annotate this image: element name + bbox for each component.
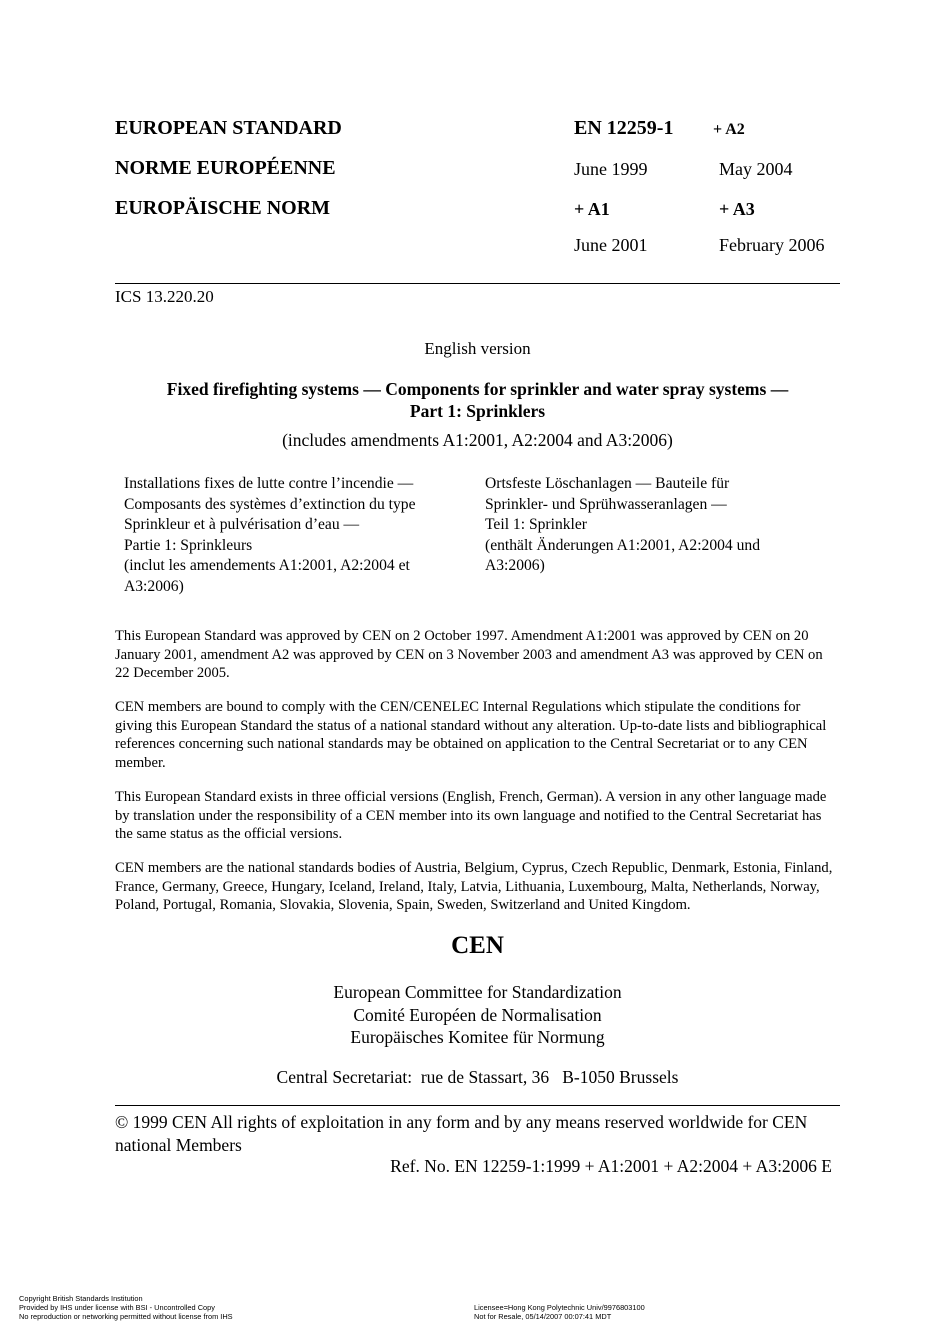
central-secretariat: Central Secretariat: rue de Stassart, 36 B-1050 Brussels (276, 1067, 679, 1087)
document-title (115, 378, 840, 422)
base-date: June 1999 (574, 159, 648, 179)
french-title-line: (inclut les amendements A1:2001, A2:2004 et (124, 557, 410, 574)
ics-code: ICS 13.220.20 (115, 287, 214, 306)
version-label: English version (424, 339, 531, 358)
french-title-line: Sprinkleur et à pulvérisation d’eau — (124, 516, 360, 533)
copyright-notice: © 1999 CEN All rights of exploitation in any form and by any means reserved worldwide for CEN national Members (115, 1112, 808, 1155)
reference-number: Ref. No. EN 12259-1:1999 + A1:2001 + A2:2004 + A3:2006 E (390, 1156, 832, 1176)
includes-amendments: (includes amendments A1:2001, A2:2004 and A3:2006) (282, 430, 673, 450)
license-line: Licensee=Hong Kong Polytechnic Univ/9976803100 (474, 1303, 645, 1312)
cen-acronym: CEN (451, 932, 504, 959)
cen-names (115, 981, 840, 1049)
french-title-line: Partie 1: Sprinkleurs (124, 536, 253, 554)
amendment-a1-label: + A1 (574, 199, 610, 219)
french-title-line: Composants des systèmes d’extinction du type (124, 495, 416, 513)
header-divider (115, 283, 840, 284)
german-title-line: Teil 1: Sprinkler (485, 516, 587, 533)
regulations-paragraph: CEN members are bound to comply with the CEN/CENELEC Internal Regulations which stipulate the conditions for giving this European Standard the status of a national standard without any alteration. Up-to-date lists and bibliographical references concerning such national standards may be obtained on application to the Central Secretariat or to any CEN member. (115, 699, 827, 771)
license-line: Not for Resale, 05/14/2007 00:07:41 MDT (474, 1312, 612, 1322)
german-title-line: Ortsfeste Löschanlagen — Bauteile für (485, 475, 730, 492)
german-title-line: Sprinkler- und Sprühwasseranlagen — (485, 495, 727, 513)
amendment-a3-date: February 2006 (719, 235, 825, 255)
title-line-1: Fixed firefighting systems — Components for sprinkler and water spray systems — (166, 379, 789, 399)
amendment-a2-label: + A2 (713, 121, 745, 138)
title-french: NORME EUROPÉENNE (115, 157, 336, 179)
members-paragraph: CEN members are the national standards bodies of Austria, Belgium, Cyprus, Czech Republic, Denmark, Estonia, Finland, France, Germany, Greece, Hungary, Iceland, Ireland, Italy, Latvia, Lithuania, Luxembourg, Malta, Netherlands, Norway, Poland, Portugal, Romania, Slovakia, Slovenia, Spain, Sweden, Switzerland and United Kingdom. (115, 860, 833, 913)
standard-number: EN 12259-1 (574, 117, 674, 139)
cen-name-english: European Committee for Standardization (333, 982, 622, 1002)
amendment-a3-label: + A3 (719, 199, 755, 219)
german-title-line: (enthält Änderungen A1:2001, A2:2004 und (485, 536, 761, 554)
title-line-2: Part 1: Sprinklers (409, 401, 546, 421)
german-title-line: A3:2006) (485, 557, 545, 574)
cen-name-french: Comité Européen de Normalisation (353, 1004, 602, 1025)
french-title-line: Installations fixes de lutte contre l’incendie — (124, 475, 414, 492)
title-german: EUROPÄISCHE NORM (115, 197, 331, 219)
french-title (124, 474, 415, 597)
title-english: EUROPEAN STANDARD (115, 117, 342, 139)
approval-paragraph: This European Standard was approved by CEN on 2 October 1997. Amendment A1:2001 was approved by CEN on 20 January 2001, amendment A2 was approved by CEN on 3 November 2003 and amendment A3 was approved by CEN on 22 December 2005. (115, 628, 823, 681)
amendment-a2-date: May 2004 (719, 159, 793, 179)
license-line: No reproduction or networking permitted without license from IHS (19, 1312, 233, 1322)
license-footer-right (474, 1303, 645, 1321)
german-title (485, 474, 760, 577)
footer-divider (115, 1105, 840, 1106)
versions-paragraph: This European Standard exists in three official versions (English, French, German). A version in any other language made by translation under the responsibility of a CEN member into its own language and notified to the Central Secretariat has the same status as the official versions. (115, 789, 827, 842)
license-footer-left (19, 1294, 233, 1322)
french-title-line: A3:2006) (124, 577, 184, 595)
cen-name-german: Europäisches Komitee für Normung (350, 1027, 605, 1047)
license-line: Copyright British Standards Institution (19, 1294, 143, 1303)
amendment-a1-date: June 2001 (574, 235, 648, 255)
license-line: Provided by IHS under license with BSI - Uncontrolled Copy (19, 1303, 215, 1313)
